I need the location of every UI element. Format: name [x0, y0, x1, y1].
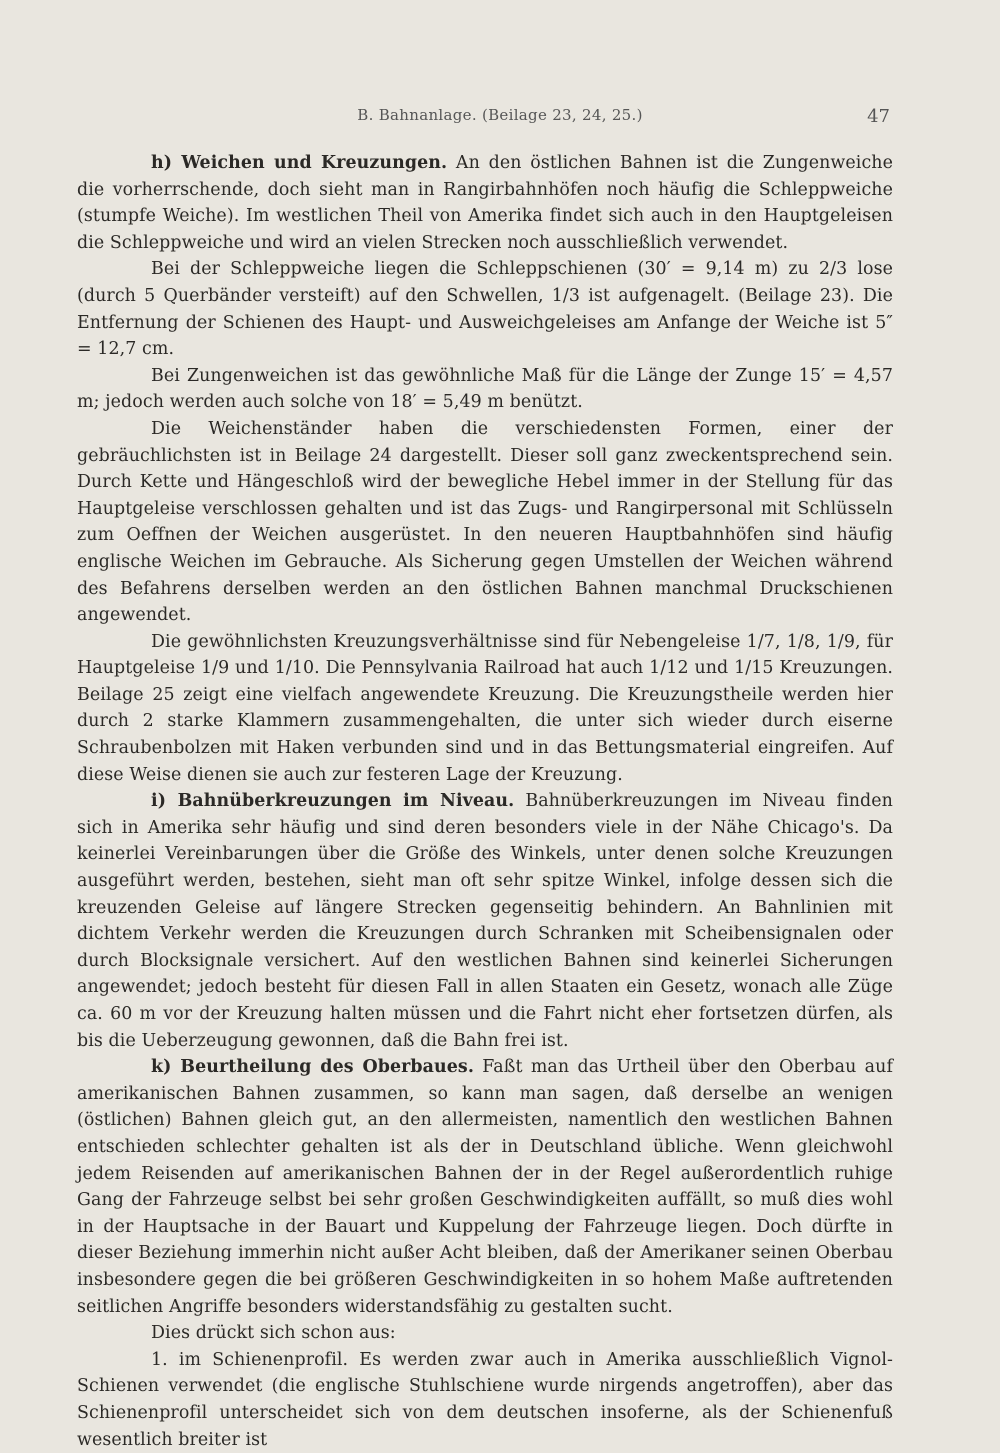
section-h-intro [77, 150, 893, 256]
paragraph-text: Bahnüberkreuzungen im Niveau finden sich in Amerika sehr häufig und sind deren besonders viele in der Nähe Chicago's. Da keinerlei Vereinbarungen über die Größe des Winkels, unter denen solche Kreuzungen ausgeführt werden, bestehen, sieht man oft sehr spitze Winkel, infolge dessen sich die kreuzenden Geleise auf längere Strecken gegenseitig behindern. An Bahnlinien mit dichtem Verkehr werden die Kreuzungen durch Schranken mit Scheibensignalen oder durch Blocksignale versichert. Auf den westlichen Bahnen sind keinerlei Sicherungen angewendet; jedoch besteht für diesen Fall in allen Staaten ein Gesetz, wonach alle Züge ca. 60 m vor der Kreuzung halten müssen und die Fahrt nicht eher fortsetzen dürfen, als bis die Ueberzeugung gewonnen, daß die Bahn frei ist. [77, 791, 893, 1051]
page-header [0, 106, 1000, 130]
paragraph: Bei Zungenweichen ist das gewöhnliche Maß für die Länge der Zunge 15′ = 4,57 m; jedoch werden auch solche von 18′ = 5,49 m benützt. [77, 365, 893, 413]
numbered-paragraph: 1. im Schienenprofil. Es werden zwar auch in Amerika ausschließlich Vignol-Schienen verwendet (die englische Stuhlschiene wurde nirgends angetroffen), aber das Schienenprofil unterscheidet sich von dem deutschen insoferne, als der Schienenfuß wesentlich breiter ist [77, 1349, 893, 1450]
paragraph-text: Faßt man das Urtheil über den Oberbau auf amerikanischen Bahnen zusammen, so kann man sagen, daß derselbe an wenigen (östlichen) Bahnen gleich gut, an den allermeisten, namentlich den westlichen Bahnen entschieden schlechter gehalten ist als der in Deutschland übliche. Wenn gleichwohl jedem Reisenden auf amerikanischen Bahnen der in der Regel außerordentlich ruhige Gang der Fahrzeuge selbst bei sehr großen Geschwindigkeiten auffällt, so muß dies wohl in der Hauptsache in der Bauart und Kuppelung der Fahrzeuge liegen. Doch dürfte in dieser Beziehung immerhin nicht außer Acht bleiben, daß der Amerikaner seinen Oberbau insbesondere gegen die bei größeren Geschwindigkeiten in so hohem Maße auftretenden seitlichen Angriffe besonders widerstandsfähig zu gestalten sucht. [77, 1057, 893, 1317]
section-heading-h: h) Weichen und Kreuzungen. [151, 153, 448, 173]
paragraph-text: An den östlichen Bahnen ist die Zungenweiche die vorherrschende, doch sieht man in Rangirbahnhöfen noch häufig die Schleppweiche (stumpfe Weiche). Im westlichen Theil von Amerika findet sich auch in den Hauptgeleisen die Schleppweiche und wird an vielen Strecken noch ausschließlich verwendet. [77, 153, 893, 253]
section-i-intro [77, 788, 893, 1054]
section-heading-i: i) Bahnüberkreuzungen im Niveau. [151, 791, 515, 812]
section-k-intro [77, 1054, 893, 1320]
paragraph: Dies drückt sich schon aus: [151, 1323, 396, 1344]
section-heading-k: k) Beurtheilung des Oberbaues. [151, 1057, 474, 1078]
page-body [77, 150, 893, 1453]
running-title: B. Bahnanlage. (Beilage 23, 24, 25.) [357, 106, 643, 124]
paragraph: Die Weichenständer haben die verschiedensten Formen, einer der gebräuchlichsten ist in Beilage 24 dargestellt. Dieser soll ganz zweckentsprechend sein. Durch Kette und Hängeschloß wird der bewegliche Hebel immer in der Stellung für das Hauptgeleise verschlossen gehalten und ist das Zugs- und Rangirpersonal mit Schlüsseln zum Oeffnen der Weichen ausgerüstet. In den neueren Hauptbahnhöfen sind häufig englische Weichen im Gebrauche. Als Sicherung gegen Umstellen der Weichen während des Befahrens derselben werden an den östlichen Bahnen manchmal Druckschienen angewendet. [77, 418, 893, 626]
page-number: 47 [867, 106, 890, 127]
paragraph: Die gewöhnlichsten Kreuzungsverhältnisse sind für Nebengeleise 1/7, 1/8, 1/9, für Hauptgeleise 1/9 und 1/10. Die Pennsylvania Railroad hat auch 1/12 und 1/15 Kreuzungen. Beilage 25 zeigt eine vielfach angewendete Kreuzung. Die Kreuzungstheile werden hier durch 2 starke Klammern zusammengehalten, die unter sich wieder durch eiserne Schraubenbolzen mit Haken verbunden sind und in das Bettungsmaterial eingreifen. Auf diese Weise dienen sie auch zur festeren Lage der Kreuzung. [77, 631, 893, 785]
paragraph: Bei der Schleppweiche liegen die Schleppschienen (30′ = 9,14 m) zu 2/3 lose (durch 5 Querbänder versteift) auf den Schwellen, 1/3 ist aufgenagelt. (Beilage 23). Die Entfernung der Schienen des Haupt- und Ausweichgeleises am Anfange der Weiche ist 5″ = 12,7 cm. [77, 259, 893, 360]
